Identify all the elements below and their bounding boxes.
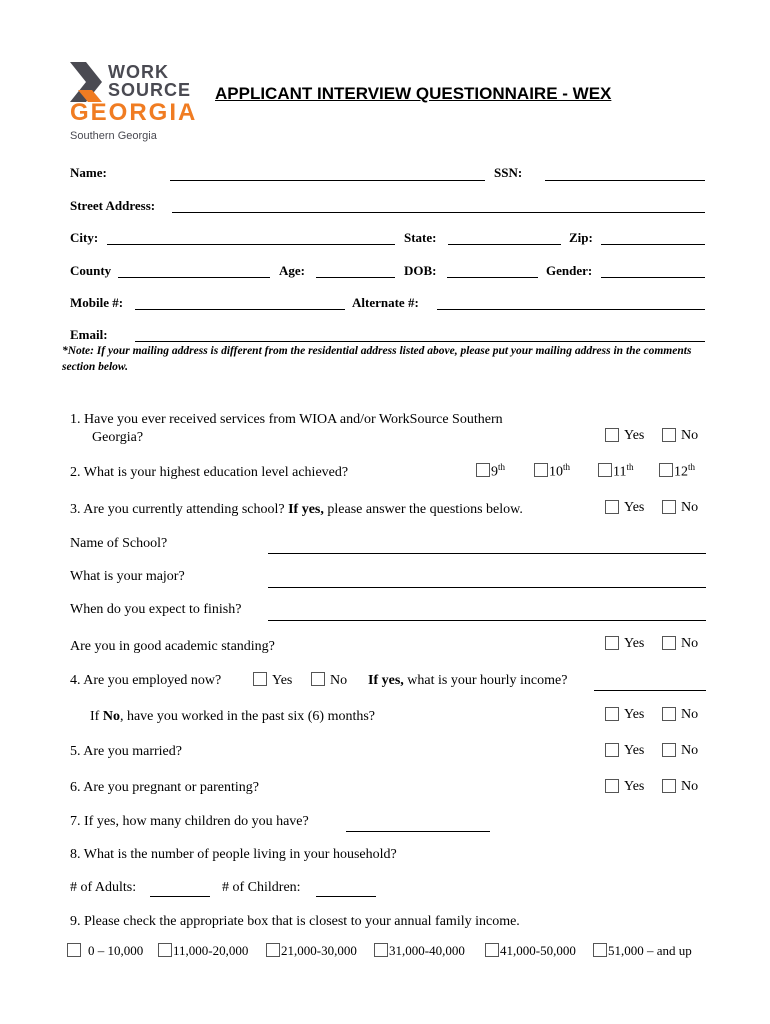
children-count-field[interactable] bbox=[346, 831, 490, 832]
q5-no-label: No bbox=[681, 743, 699, 758]
q6-text: 6. Are you pregnant or parenting? bbox=[70, 780, 259, 795]
worked-no-checkbox[interactable] bbox=[662, 707, 676, 721]
income-checkbox-3[interactable] bbox=[374, 943, 388, 957]
q4-yes-checkbox[interactable] bbox=[253, 672, 267, 686]
mailing-note: *Note: If your mailing address is different from the residential address listed above, please put your mailing address in the comments section below. bbox=[62, 345, 692, 373]
ssn-label: SSN: bbox=[494, 165, 523, 180]
income-checkbox-5[interactable] bbox=[593, 943, 607, 957]
q5-yes-checkbox[interactable] bbox=[605, 743, 619, 757]
income-checkbox-2[interactable] bbox=[266, 943, 280, 957]
gender-label: Gender: bbox=[546, 263, 593, 278]
logo-line2: SOURCE bbox=[108, 80, 192, 100]
q4-income-question: If yes, what is your hourly income? bbox=[368, 673, 568, 688]
zip-field[interactable] bbox=[601, 244, 705, 245]
mobile-label: Mobile #: bbox=[70, 295, 124, 310]
standing-yes-checkbox[interactable] bbox=[605, 636, 619, 650]
q9-text: 9. Please check the appropriate box that is closest to your annual family income. bbox=[70, 914, 520, 929]
q1-yes-label: Yes bbox=[624, 428, 645, 443]
logo-subtitle: Southern Georgia bbox=[70, 130, 157, 142]
city-field[interactable] bbox=[107, 244, 395, 245]
income-option-1: 11,000-20,000 bbox=[173, 943, 249, 958]
q2-9th-label: 9th bbox=[491, 462, 506, 480]
major-label: What is your major? bbox=[70, 569, 185, 584]
q2-11th-checkbox[interactable] bbox=[598, 463, 612, 477]
q5-yes-label: Yes bbox=[624, 743, 645, 758]
street-label: Street Address: bbox=[70, 198, 156, 213]
adults-field[interactable] bbox=[150, 896, 210, 897]
mobile-field[interactable] bbox=[135, 309, 345, 310]
name-label: Name: bbox=[70, 165, 107, 180]
worked-yes-checkbox[interactable] bbox=[605, 707, 619, 721]
q3-text: 3. Are you currently attending school? If yes, please answer the questions below. bbox=[70, 502, 523, 517]
q1-no-checkbox[interactable] bbox=[662, 428, 676, 442]
q1-text-line1: 1. Have you ever received services from WIOA and/or WorkSource Southern bbox=[70, 412, 503, 427]
age-label: Age: bbox=[279, 263, 305, 278]
income-option-3: 31,000-40,000 bbox=[389, 943, 465, 958]
finish-field[interactable] bbox=[268, 620, 706, 621]
q6-no-checkbox[interactable] bbox=[662, 779, 676, 793]
zip-label: Zip: bbox=[569, 230, 593, 245]
q6-yes-checkbox[interactable] bbox=[605, 779, 619, 793]
standing-no-label: No bbox=[681, 636, 699, 651]
standing-no-checkbox[interactable] bbox=[662, 636, 676, 650]
q6-no-label: No bbox=[681, 779, 699, 794]
email-label: Email: bbox=[70, 327, 108, 342]
logo-line3: GEORGIA bbox=[70, 99, 198, 126]
worked-yes-label: Yes bbox=[624, 707, 645, 722]
county-field[interactable] bbox=[118, 277, 270, 278]
q3-yes-checkbox[interactable] bbox=[605, 500, 619, 514]
standing-yes-label: Yes bbox=[624, 636, 645, 651]
email-field[interactable] bbox=[135, 341, 705, 342]
q3-no-checkbox[interactable] bbox=[662, 500, 676, 514]
dob-label: DOB: bbox=[404, 263, 437, 278]
income-option-5: 51,000 – and up bbox=[608, 943, 692, 958]
income-option-0: 0 – 10,000 bbox=[88, 943, 144, 958]
standing-label: Are you in good academic standing? bbox=[70, 639, 275, 654]
q2-12th-label: 12th bbox=[674, 462, 696, 480]
children-label: # of Children: bbox=[222, 880, 301, 895]
logo-line1: WORK bbox=[108, 62, 169, 82]
children-field[interactable] bbox=[316, 896, 376, 897]
q4-no-label: No bbox=[330, 673, 348, 688]
q3-yes-label: Yes bbox=[624, 500, 645, 515]
dob-field[interactable] bbox=[447, 277, 538, 278]
q7-text: 7. If yes, how many children do you have? bbox=[70, 814, 309, 829]
gender-field[interactable] bbox=[601, 277, 705, 278]
q1-yes-checkbox[interactable] bbox=[605, 428, 619, 442]
county-label: County bbox=[70, 263, 112, 278]
alternate-label: Alternate #: bbox=[352, 295, 419, 310]
state-label: State: bbox=[404, 230, 437, 245]
school-name-label: Name of School? bbox=[70, 536, 168, 551]
ssn-field[interactable] bbox=[545, 180, 705, 181]
q4-past-six-months: If No, have you worked in the past six (6) months? bbox=[90, 709, 376, 724]
q2-11th-label: 11th bbox=[613, 462, 634, 480]
q5-text: 5. Are you married? bbox=[70, 744, 182, 759]
income-checkbox-4[interactable] bbox=[485, 943, 499, 957]
name-field[interactable] bbox=[170, 180, 485, 181]
q2-9th-checkbox[interactable] bbox=[476, 463, 490, 477]
q4-no-checkbox[interactable] bbox=[311, 672, 325, 686]
q3-no-label: No bbox=[681, 500, 699, 515]
q5-no-checkbox[interactable] bbox=[662, 743, 676, 757]
q2-10th-checkbox[interactable] bbox=[534, 463, 548, 477]
state-field[interactable] bbox=[448, 244, 561, 245]
q2-10th-label: 10th bbox=[549, 462, 571, 480]
worked-no-label: No bbox=[681, 707, 699, 722]
city-label: City: bbox=[70, 230, 99, 245]
street-field[interactable] bbox=[172, 212, 705, 213]
q4-yes-label: Yes bbox=[272, 673, 293, 688]
q2-12th-checkbox[interactable] bbox=[659, 463, 673, 477]
hourly-income-field[interactable] bbox=[594, 690, 706, 691]
income-checkbox-1[interactable] bbox=[158, 943, 172, 957]
income-checkbox-0[interactable] bbox=[67, 943, 81, 957]
q4-text: 4. Are you employed now? bbox=[70, 673, 222, 688]
q2-text: 2. What is your highest education level achieved? bbox=[70, 465, 349, 480]
school-name-field[interactable] bbox=[268, 553, 706, 554]
alternate-field[interactable] bbox=[437, 309, 705, 310]
age-field[interactable] bbox=[316, 277, 395, 278]
adults-label: # of Adults: bbox=[70, 880, 137, 895]
finish-label: When do you expect to finish? bbox=[70, 602, 242, 617]
q6-yes-label: Yes bbox=[624, 779, 645, 794]
page-title: APPLICANT INTERVIEW QUESTIONNAIRE - WEX bbox=[215, 84, 612, 103]
q8-text: 8. What is the number of people living in your household? bbox=[70, 847, 397, 862]
income-option-4: 41,000-50,000 bbox=[500, 943, 576, 958]
income-option-2: 21,000-30,000 bbox=[281, 943, 357, 958]
q1-no-label: No bbox=[681, 428, 699, 443]
logo-mark-icon bbox=[70, 62, 106, 102]
q1-text-line2: Georgia? bbox=[92, 430, 144, 445]
major-field[interactable] bbox=[268, 587, 706, 588]
